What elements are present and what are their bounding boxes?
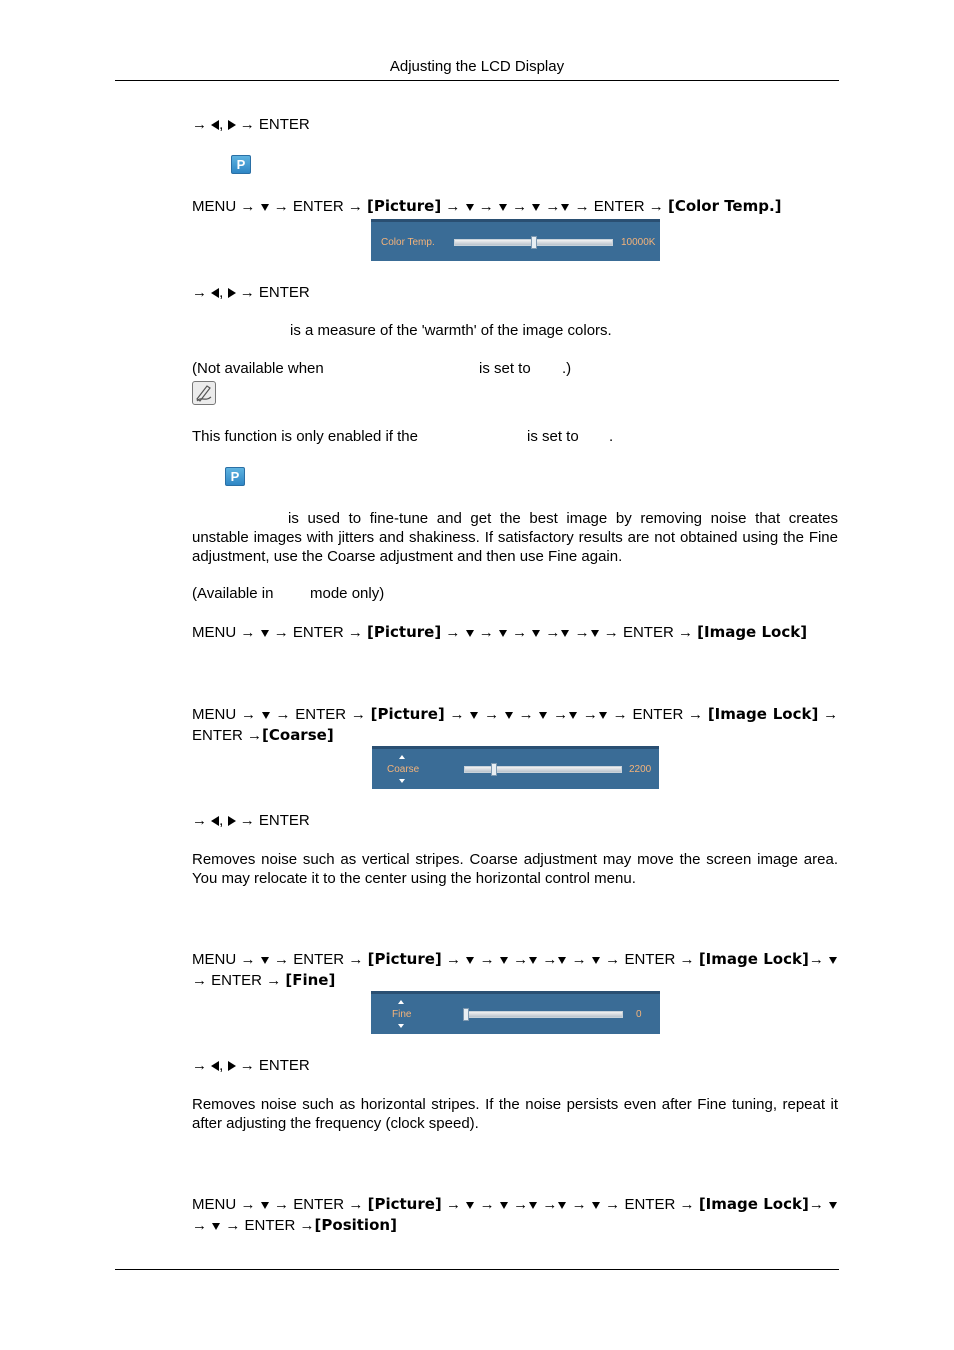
left-arrow-icon [211, 1061, 219, 1071]
coarse-osd [372, 746, 659, 789]
osd-label: Fine [392, 1009, 412, 1020]
osd-slider-knob [463, 1008, 469, 1021]
not-available-note-end: .) [562, 360, 572, 377]
right-arrow-icon [228, 816, 236, 826]
color-temp-osd [371, 219, 660, 261]
osd-label: Coarse [387, 764, 420, 775]
left-arrow-icon [211, 120, 219, 130]
down-arrow-icon [261, 1202, 269, 1209]
fine-osd [371, 991, 660, 1034]
down-arrow-icon [466, 630, 474, 637]
page-header: Adjusting the LCD Display [389, 58, 565, 75]
down-arrow-icon [539, 712, 547, 719]
osd-value: 0 [636, 1009, 642, 1020]
down-arrow-icon [261, 204, 269, 211]
note-icon [192, 381, 216, 405]
down-arrow-icon [561, 204, 569, 211]
header-rule [115, 80, 839, 81]
down-arrow-icon [592, 1202, 600, 1209]
right-arrow-icon [228, 1061, 236, 1071]
down-arrow-icon [500, 1202, 508, 1209]
available-note-end: mode only) [310, 585, 385, 602]
down-arrow-icon [466, 204, 474, 211]
available-note-start: (Available in [192, 585, 274, 602]
osd-slider-knob [491, 763, 497, 776]
pc-mode-icon: P [225, 467, 245, 486]
osd-slider-track [464, 766, 622, 773]
down-arrow-icon [499, 630, 507, 637]
fine-description: Removes noise such as horizontal stripes. If the noise persists even after Fine tuning, repeat it after adjusting the frequency (clock speed). [192, 1096, 838, 1132]
not-available-note-mid: is set to [479, 360, 531, 377]
coarse-description: Removes noise such as vertical stripes. Coarse adjustment may move the screen image area. You may relocate it to the center using the horizontal control menu. [192, 851, 838, 887]
adjust-instruction: → , → ENTER [192, 284, 310, 301]
down-arrow-icon [569, 712, 577, 719]
down-arrow-icon [399, 779, 405, 783]
not-available-note-start: (Not available when [192, 360, 324, 377]
left-arrow-icon [211, 288, 219, 298]
osd-label: Color Temp. [381, 237, 435, 248]
osd-value: 2200 [629, 764, 652, 775]
down-arrow-icon [500, 957, 508, 964]
down-arrow-icon [470, 712, 478, 719]
down-arrow-icon [499, 204, 507, 211]
down-arrow-icon [532, 630, 540, 637]
down-arrow-icon [398, 1024, 404, 1028]
color-temp-description: is a measure of the 'warmth' of the image colors. [290, 322, 612, 339]
osd-value: 10000K [621, 237, 656, 248]
down-arrow-icon [261, 630, 269, 637]
fine-menu-path: MENU → → ENTER → [Picture] → → → → → → ENTER → [Image Lock]→ → ENTER → [Fine] [192, 949, 838, 991]
color-temp-menu-path: MENU → → ENTER → [Picture] → → → → → ENTER → [Color Temp.] [192, 197, 782, 215]
down-arrow-icon [558, 957, 566, 964]
pc-mode-icon: P [231, 155, 251, 174]
down-arrow-icon [262, 712, 270, 719]
down-arrow-icon [466, 1202, 474, 1209]
adjust-instruction: → , → ENTER [192, 1057, 310, 1074]
up-arrow-icon [398, 1000, 404, 1004]
down-arrow-icon [261, 957, 269, 964]
down-arrow-icon [561, 630, 569, 637]
osd-slider-knob [531, 236, 537, 249]
down-arrow-icon [599, 712, 607, 719]
down-arrow-icon [558, 1202, 566, 1209]
down-arrow-icon [829, 1202, 837, 1209]
down-arrow-icon [529, 1202, 537, 1209]
enabled-note-end: . [609, 428, 614, 445]
down-arrow-icon [212, 1223, 220, 1230]
down-arrow-icon [529, 957, 537, 964]
adjust-instruction: → , → ENTER [192, 812, 310, 829]
enabled-note-mid: is set to [527, 428, 579, 445]
right-arrow-icon [228, 120, 236, 130]
right-arrow-icon [228, 288, 236, 298]
down-arrow-icon [829, 957, 837, 964]
down-arrow-icon [466, 957, 474, 964]
left-arrow-icon [211, 816, 219, 826]
footer-rule [115, 1269, 839, 1270]
position-menu-path: MENU → → ENTER → [Picture] → → → → → → ENTER → [Image Lock]→ → → ENTER →[Position] [192, 1194, 838, 1236]
adjust-instruction: → , → ENTER [192, 116, 310, 133]
down-arrow-icon [532, 204, 540, 211]
down-arrow-icon [592, 957, 600, 964]
osd-slider-track [463, 1011, 623, 1018]
up-arrow-icon [399, 755, 405, 759]
coarse-menu-path: MENU → → ENTER → [Picture] → → → → → → ENTER → [Image Lock] → ENTER →[Coarse] [192, 705, 839, 744]
enabled-note-start: This function is only enabled if the [192, 428, 418, 445]
down-arrow-icon [505, 712, 513, 719]
down-arrow-icon [591, 630, 599, 637]
image-lock-menu-path: MENU → → ENTER → [Picture] → → → → → → ENTER → [Image Lock] [192, 623, 808, 641]
image-lock-description: is used to fine-tune and get the best image by removing noise that creates unstable images with jitters and shakiness. If satisfactory results are not obtained using the Fine adjustment, use the Coarse adjustment and then use Fine again. [192, 510, 838, 565]
